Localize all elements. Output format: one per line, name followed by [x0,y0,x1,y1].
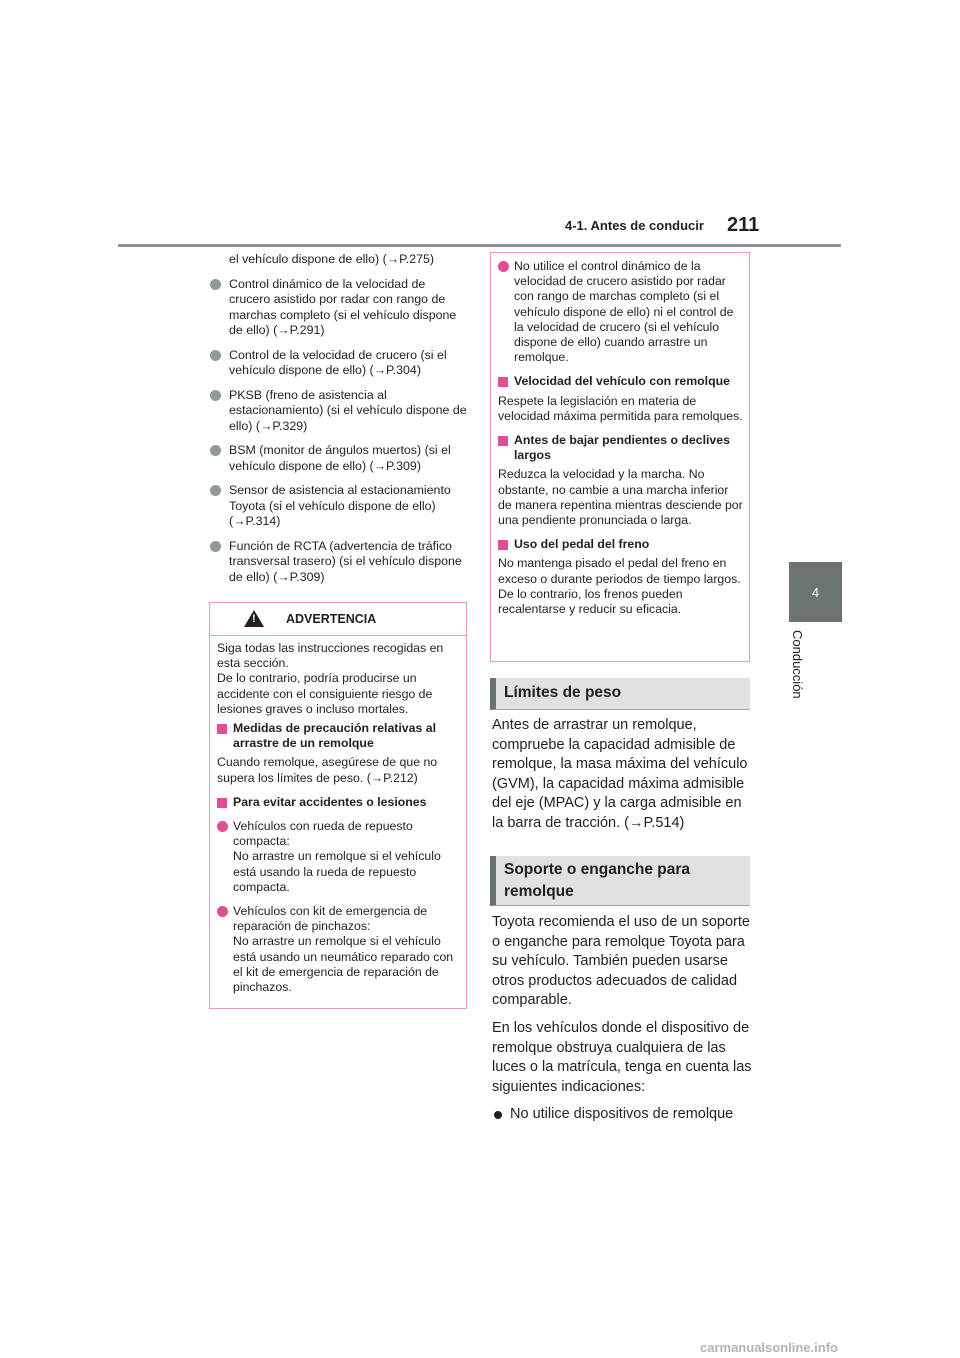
paragraph: En los vehículos donde el dispositivo de remolque obstruya cualquiera de las luces o la matrícula, tenga en cuenta las siguientes indicaciones: [492,1019,752,1095]
section-title: 4-1. Antes de conducir [565,218,704,233]
list-item: Función de RCTA (advertencia de tráfico transversal trasero) (si el vehículo dispone de ello) (→P.309) [210,539,468,586]
list-item: Control dinámico de la velocidad de crucero asistido por radar con rango de marchas completo (si el vehículo dispone de ello) (→P.291) [210,277,468,339]
warning-paragraph: Respete la legislación en materia de velocidad máxima permitida para remolques. [498,393,743,423]
warning-subheading: Velocidad del vehículo con remolque [498,374,743,389]
square-bullet-icon [217,798,227,808]
bullet-icon [210,390,221,401]
paragraph: Antes de arrastrar un remolque, compruebe la capacidad admisible de remolque, la masa máxima del vehículo (GVM), la capacidad máxima admisible del eje (MPAC) y la carga admisible en la barra de tracción. (→P.514) [492,717,748,831]
warning-paragraph: De lo contrario, los frenos pueden recalentarse y reducir su eficacia. [498,586,683,617]
bullet-icon [210,350,221,361]
list-item: Vehículos con rueda de repuesto compacta: No arrastre un remolque si el vehículo está usando la rueda de repuesto compacta. [217,819,460,895]
warning-list [498,259,743,365]
bullet-icon [210,445,221,456]
warning-paragraph: Cuando remolque, asegúrese de que no supera los límites de peso. (→P.212) [217,755,438,785]
list-item: Sensor de asistencia al estacionamiento Toyota (si el vehículo dispone de ello) (→P.314) [210,483,468,530]
paragraph: Toyota recomienda el uso de un soporte o enganche para remolque Toyota para su vehículo. También pueden usarse otros productos adecuados de calidad comparable. [492,914,750,1009]
warning-paragraph: Reduzca la velocidad y la marcha. No obstante, no cambie a una marcha inferior de manera repentina mientras desciende por una pendiente pronunciada o larga. [498,467,743,528]
square-bullet-icon [217,724,227,734]
warning-continuation-box [490,252,750,662]
feature-list [210,252,468,585]
bullet-icon [498,261,509,272]
section-body-weight [492,716,752,842]
warning-intro: Siga todas las instrucciones recogidas en esta sección. [217,641,444,671]
warning-body [210,636,466,995]
warning-box [209,602,467,1009]
warning-subheading: Para evitar accidentes o lesiones [217,795,460,810]
warning-subheading: Uso del pedal del freno [498,537,743,552]
list-item: No utilice el control dinámico de la velocidad de crucero asistido por radar con rango de marchas completo (si el vehículo dispone de ello) ni el control de la velocidad de crucero (si el vehículo dispone de ello) cuando arrastre un remolque. [498,259,743,365]
left-column [210,252,468,594]
chapter-number: 4 [811,584,820,600]
list-item: PKSB (freno de asistencia al estacionamiento) (si el vehículo dispone de ello) (→P.329) [210,388,468,435]
list-item: No utilice dispositivos de remolque [492,1105,752,1125]
list-item: el vehículo dispone de ello) (→P.275) [229,252,435,266]
section-heading-weight: Límites de peso [490,678,750,710]
list-item: Vehículos con kit de emergencia de reparación de pinchazos: No arrastre un remolque si el vehículo está usando un neumático reparado con el kit de emergencia de reparación de pinchazos. [217,904,460,995]
chapter-label: Conducción [790,630,805,699]
warning-subheading: Antes de bajar pendientes o declives largos [498,433,743,463]
warning-subheading: Medidas de precaución relativas al arrastre de un remolque [217,721,460,751]
warning-paragraph: No mantenga pisado el pedal del freno en exceso o durante periodos de tiempo largos. [498,556,741,586]
watermark: carmanualsonline.info [700,1340,838,1355]
bullet-icon [210,485,221,496]
page-number: 211 [727,214,760,236]
bullet-icon [210,279,221,290]
list-item: Control de la velocidad de crucero (si el vehículo dispone de ello) (→P.304) [210,348,468,379]
list-item: BSM (monitor de ángulos muertos) (si el vehículo dispone de ello) (→P.309) [210,443,468,474]
warning-icon: ! [244,610,264,627]
bullet-icon [210,541,221,552]
square-bullet-icon [498,540,508,550]
section-body-hitch [492,913,752,1125]
warning-list [217,819,460,995]
bullet-icon [217,906,228,917]
warning-header [210,603,466,636]
warning-title: ADVERTENCIA [286,612,377,626]
section-heading-hitch: Soporte o enganche para remolque [490,856,750,906]
warning-intro-2: De lo contrario, podría producirse un accidente con el consiguiente riesgo de lesiones graves o incluso mortales. [217,671,433,716]
header-rule [118,244,841,247]
square-bullet-icon [498,436,508,446]
bullet-icon [217,821,228,832]
chapter-tab[interactable] [789,562,842,622]
square-bullet-icon [498,377,508,387]
